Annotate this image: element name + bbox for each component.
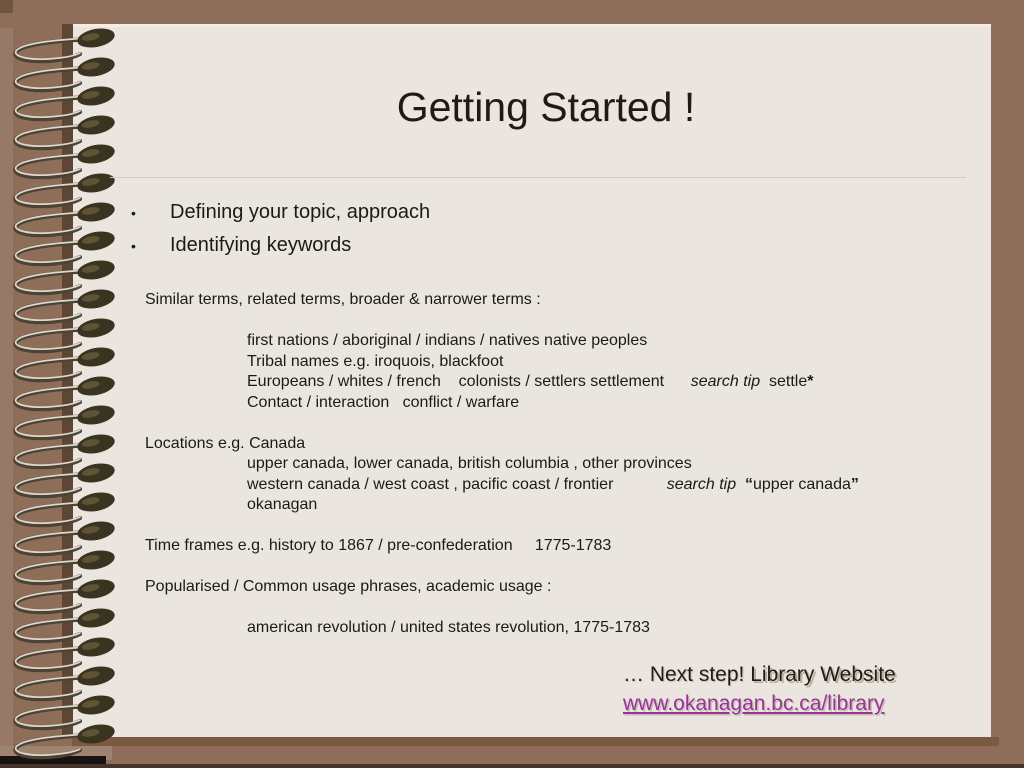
body-text <box>0 290 1000 639</box>
link-line <box>623 690 896 719</box>
next-step-block <box>623 661 896 718</box>
body-run: Europeans / whites / french colonists / settlers settlement <box>247 373 691 390</box>
body-run: upper canada <box>753 475 851 493</box>
search-tip-label: search tip <box>690 373 761 390</box>
body-run: american revolution / united states revolution, 1775-1783 <box>247 619 650 636</box>
photo-bottom-edge <box>0 764 1024 768</box>
body-run: Similar terms, related terms, broader & narrower terms : <box>145 291 541 308</box>
body-run <box>736 476 745 493</box>
body-line <box>0 536 1000 557</box>
body-line <box>0 618 1000 639</box>
bullet-list <box>131 201 831 267</box>
body-run: first nations / aboriginal / indians / natives native peoples <box>247 332 648 349</box>
body-run: settle <box>760 373 808 390</box>
body-line <box>0 434 1000 455</box>
body-run: okanagan <box>247 496 318 513</box>
search-tip-label: search tip <box>666 475 737 493</box>
body-run: Locations e.g. Canada <box>145 434 306 452</box>
bullet-dot-icon: • <box>131 205 136 221</box>
body-line <box>0 454 1000 475</box>
body-run: Contact / interaction conflict / warfare <box>247 393 520 411</box>
bullet-item <box>131 201 831 234</box>
title-divider <box>110 177 966 178</box>
body-line <box>0 352 1000 373</box>
body-line <box>0 598 1000 619</box>
body-line <box>0 311 1000 332</box>
body-line <box>0 557 1000 578</box>
next-step-line <box>623 661 896 690</box>
bullet-item <box>131 234 831 267</box>
paper-shadow <box>72 737 999 746</box>
page-title: Getting Started ! <box>396 84 696 130</box>
body-line <box>0 290 1000 311</box>
bullet-dot-icon: • <box>131 238 136 254</box>
library-website-label: Library Website <box>750 663 896 686</box>
body-line <box>0 372 1000 393</box>
body-run: Tribal names e.g. iroquois, blackfoot <box>247 352 504 370</box>
body-line <box>0 495 1000 516</box>
body-run: “ <box>745 475 753 493</box>
bullet-label: Identifying keywords <box>170 234 352 256</box>
body-run: Popularised / Common usage phrases, academic usage : <box>145 578 552 595</box>
body-line <box>0 577 1000 598</box>
library-website-link[interactable]: www.okanagan.bc.ca/library <box>623 691 885 715</box>
body-line <box>0 413 1000 434</box>
body-line <box>0 516 1000 537</box>
body-run: western canada / west coast , pacific coast / frontier <box>247 475 667 493</box>
body-run: upper canada, lower canada, british columbia , other provinces <box>247 455 692 472</box>
body-run: ” <box>850 475 859 493</box>
bullet-label: Defining your topic, approach <box>170 201 431 223</box>
body-line <box>0 475 1000 496</box>
body-line <box>0 393 1000 414</box>
body-run: * <box>807 373 814 390</box>
next-step-label: … Next step! <box>623 663 751 686</box>
body-line <box>0 331 1000 352</box>
body-run: Time frames e.g. history to 1867 / pre-confederation 1775-1783 <box>145 537 612 554</box>
